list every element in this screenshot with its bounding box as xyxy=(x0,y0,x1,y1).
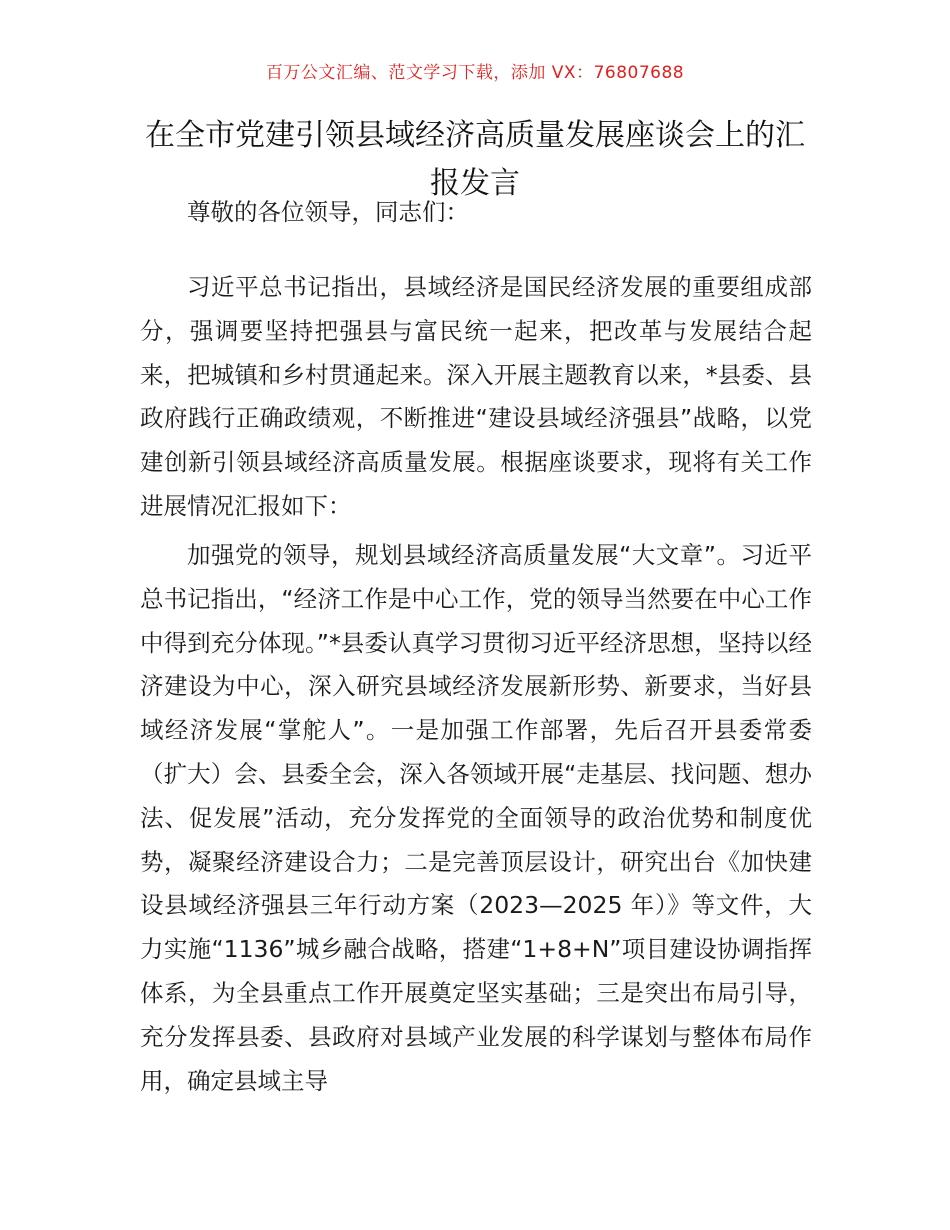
document-title: 在全市党建引领县域经济高质量发展座谈会上的汇报发言 xyxy=(145,118,805,201)
header-watermark-note: 百万公文汇编、范文学习下载，添加 VX：76807688 xyxy=(265,63,685,83)
paragraph-party-leadership: 加强党的领导，规划县域经济高质量发展“大文章”。习近平总书记指出，“经济工作是中心工作，党的领导当然要在中心工作中得到充分体现。”*县委认真学习贯彻习近平经济思想，坚持以经济建设为中心，深入研究县域经济发展新形势、新要求，当好县域经济发展“掌舵人”。一是加强工作部署，先后召开县委常委（扩大）会、县委全会，深入各领域开展“走基层、找问题、想办法、促发展”活动，充分发挥党的全面领导的政治优势和制度优势，凝聚经济建设合力；二是完善顶层设计，研究出台《加快建设县域经济强县三年行动方案（2023—2025 年）》等文件，大力实施“1136”城乡融合战略，搭建“1+8+N”项目建设协调指挥体系，为全县重点工作开展奠定坚实基础；三是突出布局引导，充分发挥县委、县政府对县域产业发展的科学谋划与整体布局作用，确定县域主导 xyxy=(140,541,812,1095)
salutation: 尊敬的各位领导，同志们： xyxy=(187,198,469,226)
paragraph-intro: 习近平总书记指出，县域经济是国民经济发展的重要组成部分，强调要坚持把强县与富民统一起来，把改革与发展结合起来，把城镇和乡村贯通起来。深入开展主题教育以来，*县委、县政府践行正确政绩观，不断推进“建设县域经济强县”战略，以党建创新引领县域经济高质量发展。根据座谈要求，现将有关工作进展情况汇报如下： xyxy=(140,273,812,520)
